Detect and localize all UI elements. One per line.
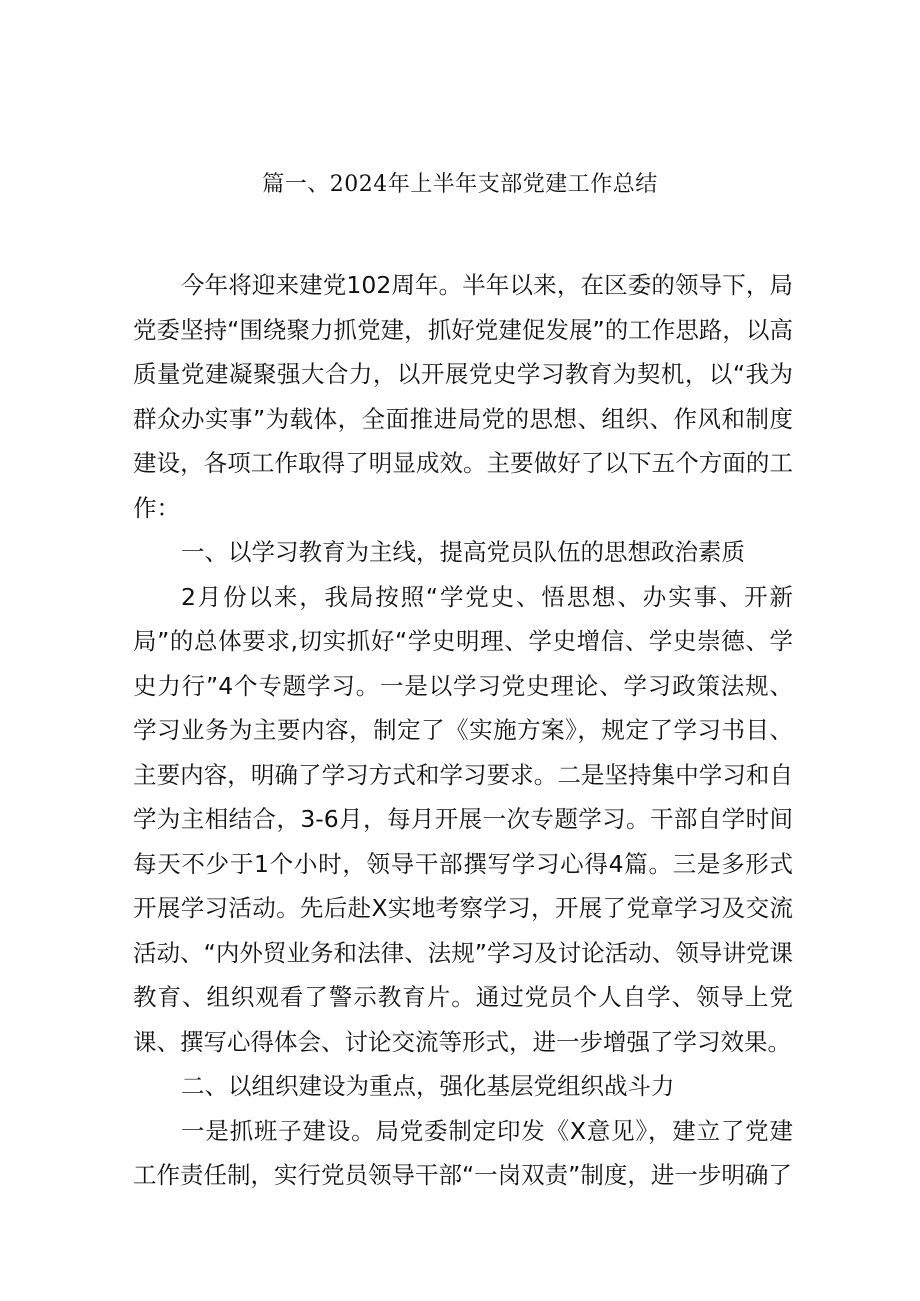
section-2-paragraph: 一是抓班子建设。局党委制定印发《X意见》，建立了党建工作责任制，实行党员领导干部“一岗双责”制度，进一步明确了 (133, 1116, 793, 1189)
document-title: 篇一、2024年上半年支部党建工作总结 (262, 172, 658, 197)
section-heading-1: 一、以学习教育为主线，提高党员队伍的思想政治素质 (181, 538, 745, 566)
section-heading-2: 二、以组织建设为重点，强化基层党组织战斗力 (181, 1072, 675, 1100)
document-body (133, 263, 793, 1198)
intro-paragraph: 今年将迎来建党102周年。半年以来，在区委的领导下，局党委坚持“围绕聚力抓党建，抓好党建促发展”的工作思路，以高质量党建凝聚强大合力，以开展党史学习教育为契机，以“我为群众办实事”为载体，全面推进局党的思想、组织、作风和制度建设，各项工作取得了明显成效。主要做好了以下五个方面的工作： (133, 271, 793, 522)
section-1-paragraph: 2月份以来，我局按照“学党史、悟思想、办实事、开新局”的总体要求,切实抓好“学史明理、学史增信、学史崇德、学史力行”4个专题学习。一是以学习党史理论、学习政策法规、学习业务为主要内容，制定了《实施方案》，规定了学习书目、主要内容，明确了学习方式和学习要求。二是坚持集中学习和自学为主相结合，3-6月，每月开展一次专题学习。干部自学时间每天不少于1个小时，领导干部撰写学习心得4篇。三是多形式开展学习活动。先后赴X实地考察学习，开展了党章学习及交流活动、“内外贸业务和法律、法规”学习及讨论活动、领导讲党课教育、组织观看了警示教育片。通过党员个人自学、领导上党课、撰写心得体会、讨论交流等形式，进一步增强了学习效果。 (133, 582, 793, 1056)
